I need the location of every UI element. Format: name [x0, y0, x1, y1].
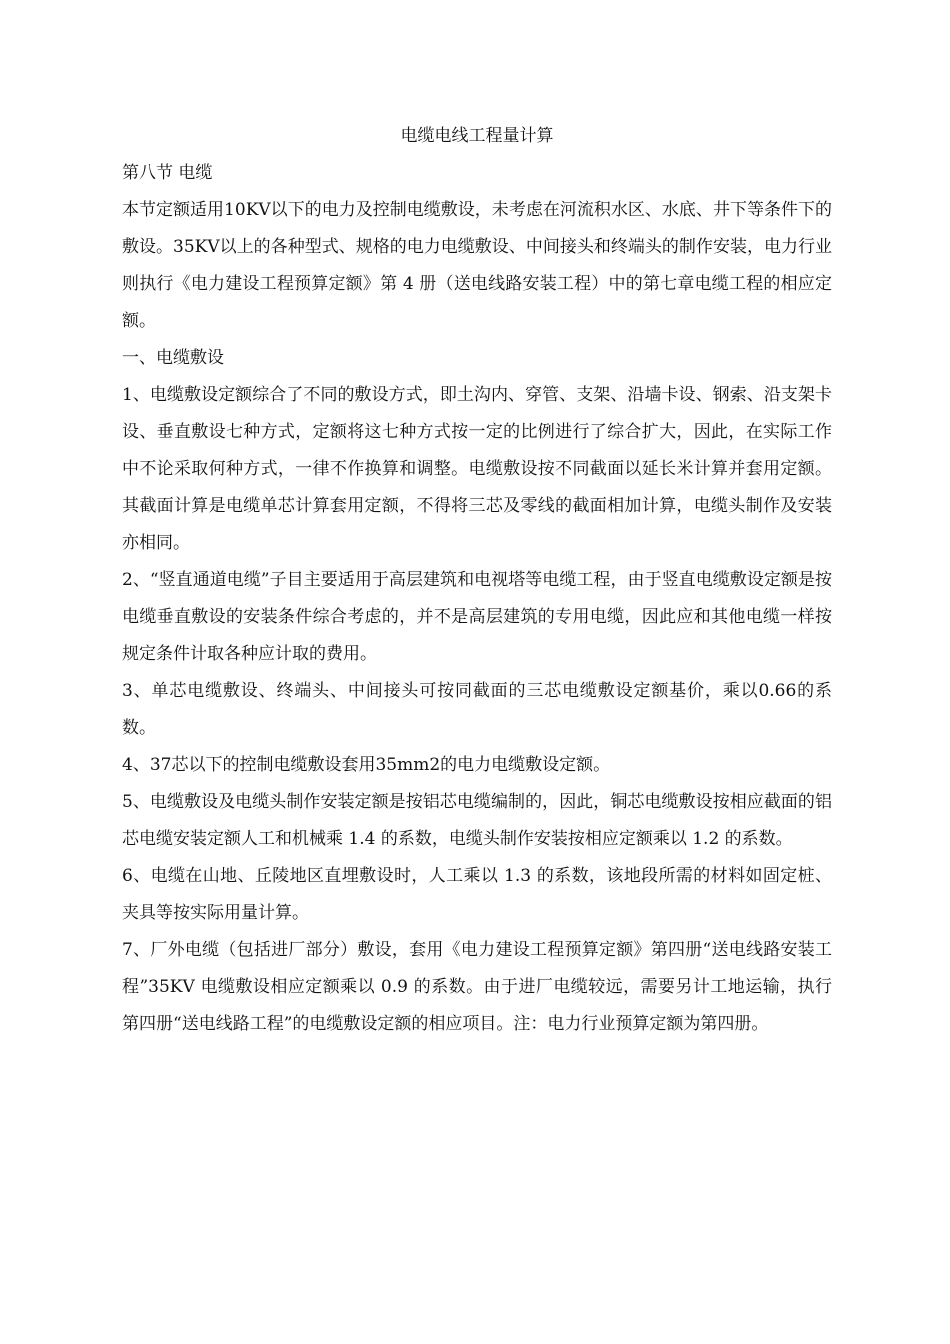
- list-item: 4、37芯以下的控制电缆敷设套用35mm2的电力电缆敷设定额。: [122, 755, 611, 775]
- list-item: 7、厂外电缆（包括进厂部分）敷设，套用《电力建设工程预算定额》第四册“送电线路安装工程”35KV 电缆敷设相应定额乘以 0.9 的系数。由于进厂电缆较远，需要另计工地运输，执行第四册“送电线路工程”的电缆敷设定额的相应项目。注：电力行业预算定额为第四册。: [122, 940, 832, 1034]
- intro-paragraph: 本节定额适用10KV以下的电力及控制电缆敷设，未考虑在河流积水区、水底、井下等条件下的敷设。35KV以上的各种型式、规格的电力电缆敷设、中间接头和终端头的制作安装，电力行业则执行《电力建设工程预算定额》第 4 册（送电线路安装工程）中的第七章电缆工程的相应定额。: [122, 200, 832, 331]
- document-body: [122, 118, 832, 1043]
- section-heading: 第八节 电缆: [122, 163, 213, 183]
- subheading: 一、电缆敷设: [122, 348, 224, 368]
- document-title: 电缆电线工程量计算: [400, 126, 554, 146]
- list-item: 3、单芯电缆敷设、终端头、中间接头可按同截面的三芯电缆敷设定额基价，乘以0.66的系数。: [122, 681, 832, 738]
- list-item: 5、电缆敷设及电缆头制作安装定额是按铝芯电缆编制的，因此，铜芯电缆敷设按相应截面的铝芯电缆安装定额人工和机械乘 1.4 的系数，电缆头制作安装按相应定额乘以 1.2 的系数。: [122, 792, 832, 849]
- list-item: 2、“竖直通道电缆”子目主要适用于高层建筑和电视塔等电缆工程，由于竖直电缆敷设定额是按电缆垂直敷设的安装条件综合考虑的，并不是高层建筑的专用电缆，因此应和其他电缆一样按规定条件计取各种应计取的费用。: [122, 570, 832, 664]
- list-item: 6、电缆在山地、丘陵地区直埋敷设时，人工乘以 1.3 的系数，该地段所需的材料如固定桩、夹具等按实际用量计算。: [122, 866, 832, 923]
- list-item: 1、电缆敷设定额综合了不同的敷设方式，即土沟内、穿管、支架、沿墙卡设、钢索、沿支架卡设、垂直敷设七种方式，定额将这七种方式按一定的比例进行了综合扩大，因此，在实际工作中不论采取何种方式，一律不作换算和调整。电缆敷设按不同截面以延长米计算并套用定额。其截面计算是电缆单芯计算套用定额，不得将三芯及零线的截面相加计算，电缆头制作及安装亦相同。: [122, 385, 832, 553]
